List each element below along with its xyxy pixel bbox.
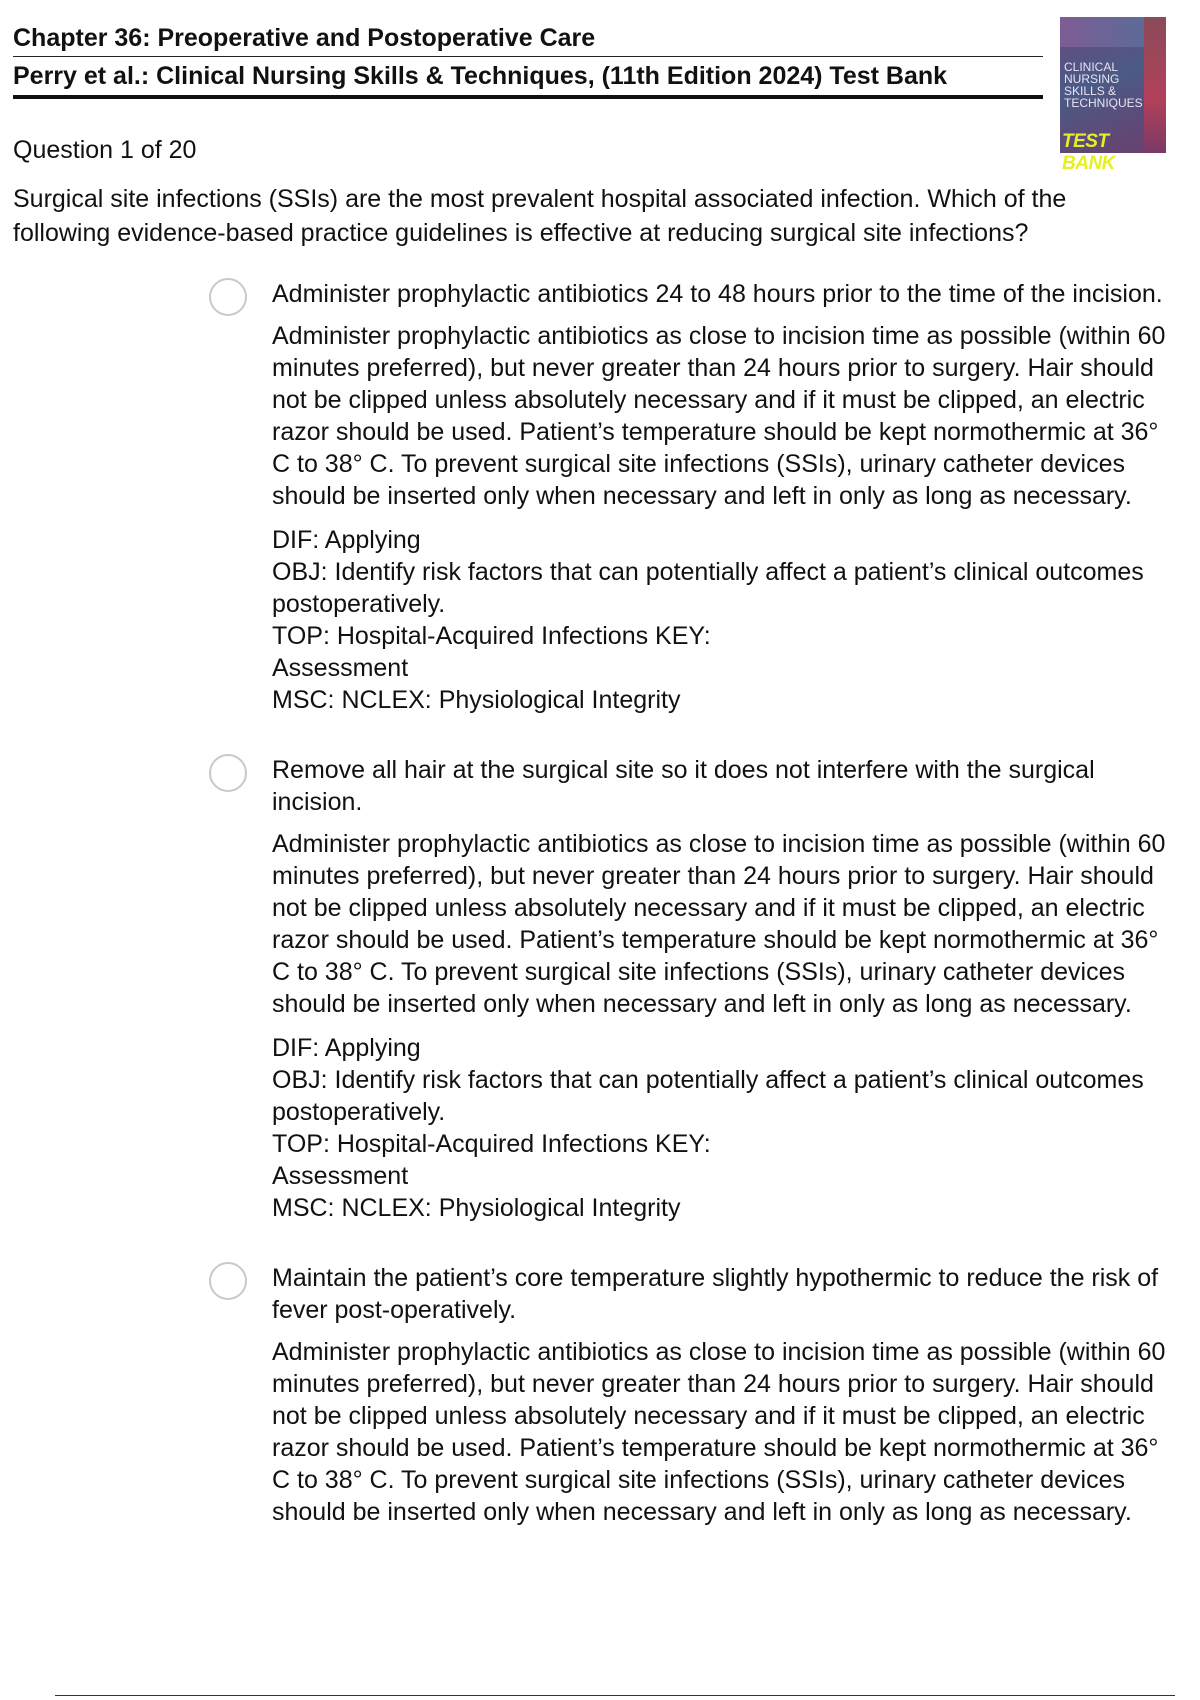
- cover-test-bank: TEST BANK: [1062, 131, 1115, 174]
- answer-options: [0, 278, 1200, 1566]
- topic-label: TOP: Hospital-Acquired Infections KEY:: [272, 622, 711, 650]
- radio-button[interactable]: [209, 1262, 247, 1300]
- option-text[interactable]: Administer prophylactic antibiotics 24 to 48 hours prior to the time of the incision.: [272, 280, 1163, 308]
- chapter-title: Chapter 36: Preoperative and Postoperative Care: [13, 22, 1043, 57]
- objective-label: OBJ: Identify risk factors that can potentially affect a patient’s clinical outcomes postoperatively.: [272, 1066, 1144, 1126]
- difficulty-label: DIF: Applying: [272, 1034, 421, 1062]
- msc-label: MSC: NCLEX: Physiological Integrity: [272, 1194, 681, 1222]
- option-rationale: Administer prophylactic antibiotics as close to incision time as possible (within 60 minutes preferred), but never greater than 24 hours prior to surgery. Hair should not be clipped unless absolutely necessary and if it must be clipped, an electric razor should be used. Patient’s temperature should be kept normothermic at 36° C to 38° C. To prevent surgical site infections (SSIs), urinary catheter devices should be inserted only when necessary and left in only as long as necessary.: [272, 1338, 1166, 1526]
- cover-line: NURSING: [1064, 72, 1120, 86]
- answer-option: [0, 754, 1182, 1224]
- option-rationale: Administer prophylactic antibiotics as close to incision time as possible (within 60 minutes preferred), but never greater than 24 hours prior to surgery. Hair should not be clipped unless absolutely necessary and if it must be clipped, an electric razor should be used. Patient’s temperature should be kept normothermic at 36° C to 38° C. To prevent surgical site infections (SSIs), urinary catheter devices should be inserted only when necessary and left in only as long as necessary.: [272, 830, 1166, 1018]
- question-stem: Surgical site infections (SSIs) are the most prevalent hospital associated infection. Which of the following evidence-based practice guidelines is effective at reducing surgical site infections?: [13, 185, 1067, 247]
- answer-option: [0, 278, 1182, 716]
- difficulty-label: DIF: Applying: [272, 526, 421, 554]
- cover-line: CLINICAL: [1064, 60, 1119, 74]
- document-header: [13, 22, 1043, 99]
- cover-stripe: [1060, 17, 1144, 47]
- cover-title: [1064, 61, 1144, 109]
- answer-option: [0, 1262, 1182, 1528]
- msc-label: MSC: NCLEX: Physiological Integrity: [272, 686, 681, 714]
- option-text[interactable]: Remove all hair at the surgical site so it does not interfere with the surgical incision.: [272, 756, 1095, 816]
- book-cover-image: [1060, 17, 1166, 174]
- book-title: Perry et al.: Clinical Nursing Skills & Techniques, (11th Edition 2024) Test Bank: [13, 60, 1043, 99]
- radio-button[interactable]: [209, 278, 247, 316]
- radio-button[interactable]: [209, 754, 247, 792]
- page-divider: [55, 1695, 1175, 1696]
- question-counter: Question 1 of 20: [13, 136, 197, 164]
- cover-line: TECHNIQUES: [1064, 96, 1143, 110]
- cover-line: SKILLS &: [1064, 84, 1117, 98]
- key-label: Assessment: [272, 654, 409, 682]
- option-text[interactable]: Maintain the patient’s core temperature slightly hypothermic to reduce the risk of fever post-operatively.: [272, 1264, 1159, 1324]
- key-label: Assessment: [272, 1162, 409, 1190]
- option-rationale: Administer prophylactic antibiotics as close to incision time as possible (within 60 minutes preferred), but never greater than 24 hours prior to surgery. Hair should not be clipped unless absolutely necessary and if it must be clipped, an electric razor should be used. Patient’s temperature should be kept normothermic at 36° C to 38° C. To prevent surgical site infections (SSIs), urinary catheter devices should be inserted only when necessary and left in only as long as necessary.: [272, 322, 1166, 510]
- option-metadata: [272, 1032, 1182, 1224]
- option-metadata: [272, 524, 1182, 716]
- topic-label: TOP: Hospital-Acquired Infections KEY:: [272, 1130, 711, 1158]
- objective-label: OBJ: Identify risk factors that can potentially affect a patient’s clinical outcomes postoperatively.: [272, 558, 1144, 618]
